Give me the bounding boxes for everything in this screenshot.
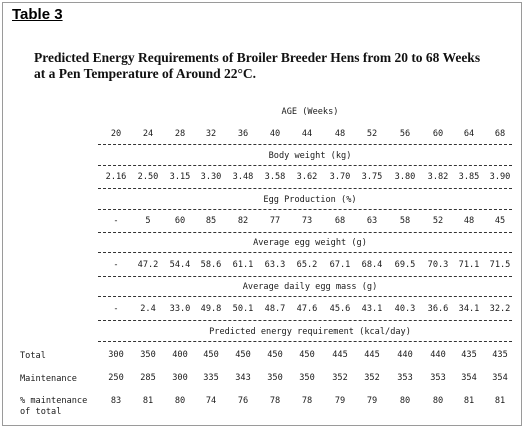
table-cell: 354 [461, 373, 477, 383]
table-cell: 350 [140, 350, 156, 360]
table-cell: 445 [332, 350, 348, 360]
table-cell: 3.90 [489, 172, 511, 182]
table-cell: 445 [364, 350, 380, 360]
table-cell: 32.2 [489, 304, 511, 314]
table-cell: 81 [494, 396, 506, 406]
table-cell: 60 [432, 129, 444, 139]
table-cell: 34.1 [458, 304, 480, 314]
table-cell: 78 [301, 396, 313, 406]
title-line-1: Predicted Energy Requirements of Broiler Breeder Hens from 20 to 68 Weeks [34, 50, 481, 65]
energy-header: Predicted energy requirement (kcal/day) [209, 327, 411, 337]
table-cell: 68.4 [361, 260, 383, 270]
table-cell: - [113, 216, 119, 226]
table-cell: 81 [463, 396, 475, 406]
table-cell: 52 [366, 129, 378, 139]
table-cell: 67.1 [329, 260, 351, 270]
table-cell: 285 [140, 373, 156, 383]
table-label: Table 3 [12, 6, 63, 23]
table-cell: 400 [172, 350, 188, 360]
table-cell: 350 [267, 373, 283, 383]
table-cell: 78 [269, 396, 281, 406]
table-cell: 76 [237, 396, 249, 406]
section-label-egg-weight: Average egg weight (g) [253, 238, 367, 248]
maintenance-row [0, 373, 526, 385]
table-cell: 63 [366, 216, 378, 226]
row-label-total: Total [20, 351, 46, 361]
table-cell: 440 [430, 350, 446, 360]
rule [98, 341, 512, 342]
table-cell: 353 [397, 373, 413, 383]
table-cell: 250 [108, 373, 124, 383]
table-cell: 36.6 [427, 304, 449, 314]
egg-production-row [0, 216, 526, 228]
table-cell: 56 [399, 129, 411, 139]
table-cell: 20 [110, 129, 122, 139]
ages-row [0, 129, 526, 141]
rule [98, 320, 512, 321]
table-cell: 50.1 [232, 304, 254, 314]
table-cell: 3.70 [329, 172, 351, 182]
table-cell: 32 [205, 129, 217, 139]
table-cell: 65.2 [296, 260, 318, 270]
table-cell: 2.16 [105, 172, 127, 182]
table-cell: 77 [269, 216, 281, 226]
table-cell: 52 [432, 216, 444, 226]
egg-weight-row [0, 260, 526, 272]
table-cell: 43.1 [361, 304, 383, 314]
table-cell: 49.8 [200, 304, 222, 314]
table-cell: 300 [108, 350, 124, 360]
table-cell: 354 [492, 373, 508, 383]
table-cell: 3.75 [361, 172, 383, 182]
table-cell: 68 [494, 129, 506, 139]
table-cell: 24 [142, 129, 154, 139]
table-cell: 48.7 [264, 304, 286, 314]
table-cell: 70.3 [427, 260, 449, 270]
table-cell: 33.0 [169, 304, 191, 314]
table-cell: - [113, 304, 119, 314]
table-cell: 450 [203, 350, 219, 360]
table-cell: 3.62 [296, 172, 318, 182]
table-cell: 58.6 [200, 260, 222, 270]
table-cell: 440 [397, 350, 413, 360]
table-cell: 2.4 [140, 304, 156, 314]
table-cell: 36 [237, 129, 249, 139]
table-cell: 47.6 [296, 304, 318, 314]
table-cell: 85 [205, 216, 217, 226]
egg-mass-row [0, 304, 526, 316]
pct-maintenance-row [0, 396, 526, 408]
table-title [34, 50, 504, 82]
table-cell: 45.6 [329, 304, 351, 314]
rule [98, 209, 512, 210]
table-cell: 3.82 [427, 172, 449, 182]
table-cell: 3.85 [458, 172, 480, 182]
rule [98, 276, 512, 277]
table-cell: 79 [366, 396, 378, 406]
table-cell: 80 [399, 396, 411, 406]
section-label-egg-mass: Average daily egg mass (g) [242, 282, 378, 292]
table-cell: 3.30 [200, 172, 222, 182]
section-label-egg-production: Egg Production (%) [263, 195, 357, 205]
table-cell: - [113, 260, 119, 270]
table-cell: 350 [299, 373, 315, 383]
table-cell: 40 [269, 129, 281, 139]
table-cell: 300 [172, 373, 188, 383]
table-cell: 450 [235, 350, 251, 360]
table-cell: 71.1 [458, 260, 480, 270]
table-cell: 450 [299, 350, 315, 360]
age-header: AGE (Weeks) [281, 107, 339, 117]
table-cell: 74 [205, 396, 217, 406]
row-label-maintenance: Maintenance [20, 374, 77, 384]
table-cell: 68 [334, 216, 346, 226]
table-cell: 61.1 [232, 260, 254, 270]
table-cell: 450 [267, 350, 283, 360]
row-label-pct-line-1: % maintenance [20, 396, 88, 406]
table-cell: 353 [430, 373, 446, 383]
table-cell: 60 [174, 216, 186, 226]
table-cell: 73 [301, 216, 313, 226]
table-cell: 3.58 [264, 172, 286, 182]
table-cell: 44 [301, 129, 313, 139]
table-cell: 79 [334, 396, 346, 406]
table-cell: 64 [463, 129, 475, 139]
row-label-pct-line-2: of total [20, 407, 62, 417]
table-cell: 81 [142, 396, 154, 406]
table-cell: 435 [461, 350, 477, 360]
table-cell: 3.15 [169, 172, 191, 182]
rule [98, 232, 512, 233]
rule [98, 252, 512, 253]
table-cell: 2.50 [137, 172, 159, 182]
table-cell: 352 [364, 373, 380, 383]
table-cell: 69.5 [394, 260, 416, 270]
rule [98, 165, 512, 166]
table-cell: 435 [492, 350, 508, 360]
table-cell: 45 [494, 216, 506, 226]
total-row [0, 350, 526, 362]
rule [98, 188, 512, 189]
rule [98, 296, 512, 297]
table-cell: 48 [463, 216, 475, 226]
table-cell: 40.3 [394, 304, 416, 314]
rule [98, 144, 512, 145]
table-cell: 3.80 [394, 172, 416, 182]
table-cell: 343 [235, 373, 251, 383]
table-cell: 5 [145, 216, 151, 226]
table-cell: 80 [174, 396, 186, 406]
table-cell: 71.5 [489, 260, 511, 270]
body-weight-row [0, 172, 526, 184]
table-cell: 80 [432, 396, 444, 406]
table-cell: 28 [174, 129, 186, 139]
table-cell: 54.4 [169, 260, 191, 270]
table-cell: 48 [334, 129, 346, 139]
table-cell: 47.2 [137, 260, 159, 270]
table-cell: 82 [237, 216, 249, 226]
title-line-2: at a Pen Temperature of Around 22°C. [34, 66, 257, 81]
table-cell: 63.3 [264, 260, 286, 270]
table-cell: 83 [110, 396, 122, 406]
section-label-body-weight: Body weight (kg) [268, 151, 352, 161]
table-cell: 58 [399, 216, 411, 226]
table-cell: 352 [332, 373, 348, 383]
table-cell: 335 [203, 373, 219, 383]
table-cell: 3.48 [232, 172, 254, 182]
